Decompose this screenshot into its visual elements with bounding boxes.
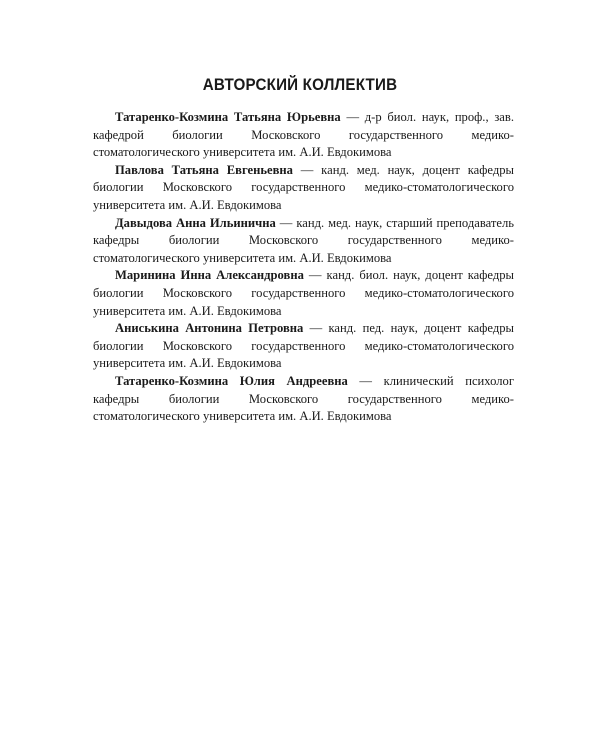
author-entry <box>93 373 514 426</box>
author-description: — клинический психолог кафедры биологии Московского государственного медико-стоматологического университета им. А.И. Евдокимова <box>93 373 514 424</box>
author-name: Давыдова Анна Ильинична <box>115 215 276 230</box>
page-title: АВТОРСКИЙ КОЛЛЕКТИВ <box>202 76 398 94</box>
author-entry <box>93 267 514 320</box>
author-description: — канд. мед. наук, доцент кафедры биологии Московского государственного медико-стоматологического университета им. А.И. Евдокимова <box>93 162 514 212</box>
author-name: Маринина Инна Александровна <box>115 268 304 283</box>
authors-list <box>93 109 514 426</box>
author-name: Татаренко-Козмина Юлия Андреевна <box>115 373 348 388</box>
author-entry <box>93 109 514 162</box>
author-entry <box>93 320 514 373</box>
author-description: — канд. пед. наук, доцент кафедры биологии Московского государственного медико-стоматологического университета им. А.И. Евдокимова <box>93 321 514 371</box>
author-name: Аниськина Антонина Петровна <box>115 321 304 336</box>
author-description: — канд. биол. наук, доцент кафедры биологии Московского государственного медико-стоматологического университета им. А.И. Евдокимова <box>93 268 514 318</box>
author-entry <box>93 162 514 215</box>
author-description: — канд. мед. наук, старший преподаватель кафедры биологии Московского государственного медико-стоматологического университета им. А.И. Евдокимова <box>93 215 514 265</box>
author-name: Павлова Татьяна Евгеньевна <box>115 162 293 177</box>
author-description: — д-р биол. наук, проф., зав. кафедрой биологии Московского государственного медико-стоматологического университета им. А.И. Евдокимова <box>93 110 514 160</box>
author-name: Татаренко-Козмина Татьяна Юрьевна <box>115 110 341 124</box>
author-entry <box>93 215 514 268</box>
